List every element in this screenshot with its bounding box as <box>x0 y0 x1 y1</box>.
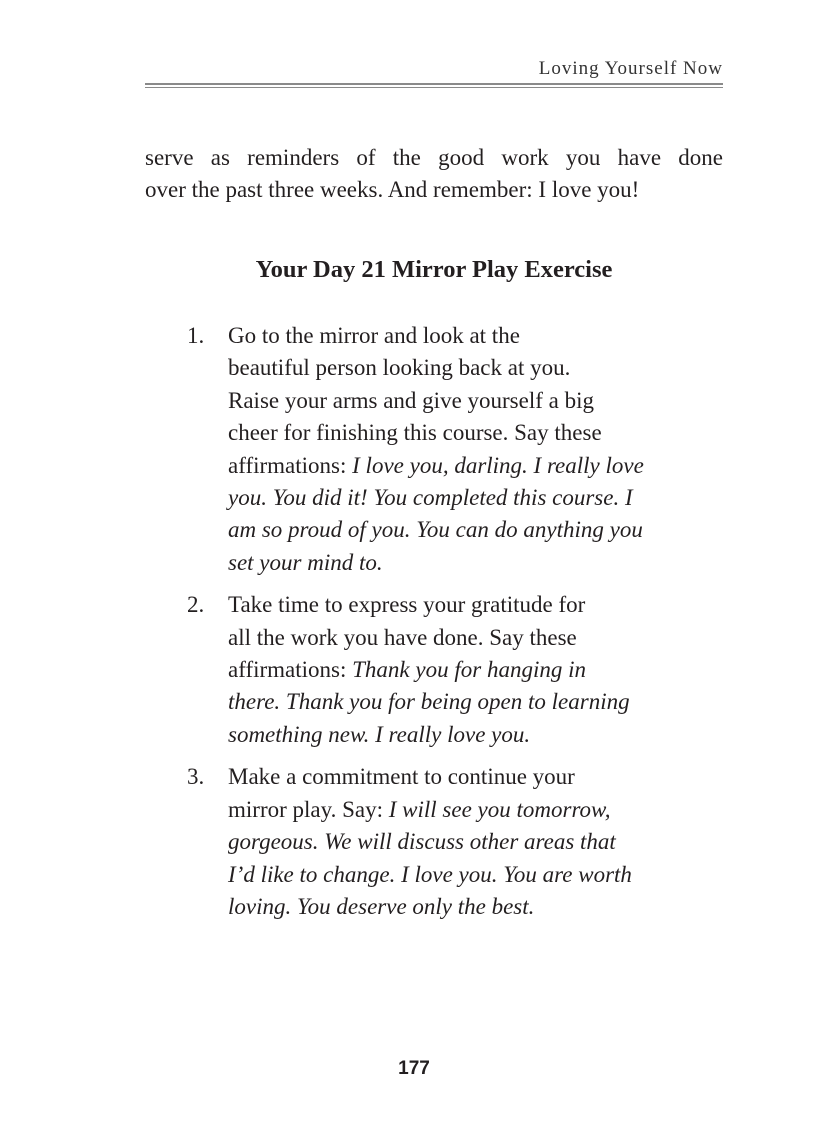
affirmation-text: you. You did it! You completed this course. I <box>228 485 633 511</box>
intro-paragraph <box>145 142 723 206</box>
text-line <box>228 686 687 718</box>
affirmation-text: something new. I really love you. <box>228 721 531 747</box>
intro-line: serve as reminders of the good work you have done <box>145 145 723 170</box>
text-line <box>228 514 687 546</box>
text-line <box>228 320 687 352</box>
text-line <box>228 826 687 858</box>
header-rule-thin <box>145 87 723 88</box>
text-line <box>228 719 687 751</box>
plain-text: cheer for finishing this course. Say these <box>228 420 602 446</box>
text-line <box>228 547 687 579</box>
plain-text: Take time to express your gratitude for <box>228 592 586 618</box>
affirmation-text: there. Thank you for being open to learning <box>228 689 630 715</box>
plain-text: affirmations: <box>228 657 353 683</box>
plain-text: Make a commitment to continue your <box>228 764 575 790</box>
text-line <box>228 450 687 482</box>
list-item <box>187 589 687 751</box>
plain-text: Raise your arms and give yourself a big <box>228 387 594 413</box>
text-line <box>228 654 687 686</box>
text-line <box>228 891 687 923</box>
text-line <box>228 589 687 621</box>
affirmation-text: I’d like to change. I love you. You are worth <box>228 861 632 887</box>
intro-line: over the past three weeks. And remember: I love you! <box>145 177 640 202</box>
list-item-number: 2. <box>187 592 205 618</box>
page-number: 177 <box>398 1058 430 1079</box>
list-item-text <box>228 761 687 923</box>
plain-text: affirmations: <box>228 452 353 478</box>
text-line <box>228 794 687 826</box>
text-line <box>228 482 687 514</box>
list-item <box>187 320 687 579</box>
plain-text: all the work you have done. Say these <box>228 624 577 650</box>
text-line <box>228 352 687 384</box>
list-item <box>187 761 687 923</box>
section-heading: Your Day 21 Mirror Play Exercise <box>255 256 613 283</box>
plain-text: Go to the mirror and look at the <box>228 323 520 348</box>
text-line <box>228 622 687 654</box>
list-item-number: 3. <box>187 764 205 790</box>
text-line <box>228 417 687 449</box>
list-item-text <box>228 320 687 579</box>
text-line <box>228 385 687 417</box>
exercise-list <box>187 320 687 933</box>
affirmation-text: I love you, darling. I really love <box>352 452 644 478</box>
affirmation-text: loving. You deserve only the best. <box>228 893 535 919</box>
affirmation-text: Thank you for hanging in <box>352 657 586 683</box>
affirmation-text: gorgeous. We will discuss other areas that <box>228 829 616 855</box>
affirmation-text: set your mind to. <box>228 549 383 575</box>
text-line <box>228 761 687 793</box>
list-item-number: 1. <box>187 323 205 348</box>
plain-text: beautiful person looking back at you. <box>228 355 571 381</box>
list-item-text <box>228 589 687 751</box>
plain-text: mirror play. Say: <box>228 796 389 822</box>
affirmation-text: I will see you tomorrow, <box>388 796 611 822</box>
text-line <box>228 859 687 891</box>
header-rule-thick <box>145 83 723 85</box>
running-head: Loving Yourself Now <box>538 58 723 79</box>
affirmation-text: am so proud of you. You can do anything you <box>228 517 643 543</box>
